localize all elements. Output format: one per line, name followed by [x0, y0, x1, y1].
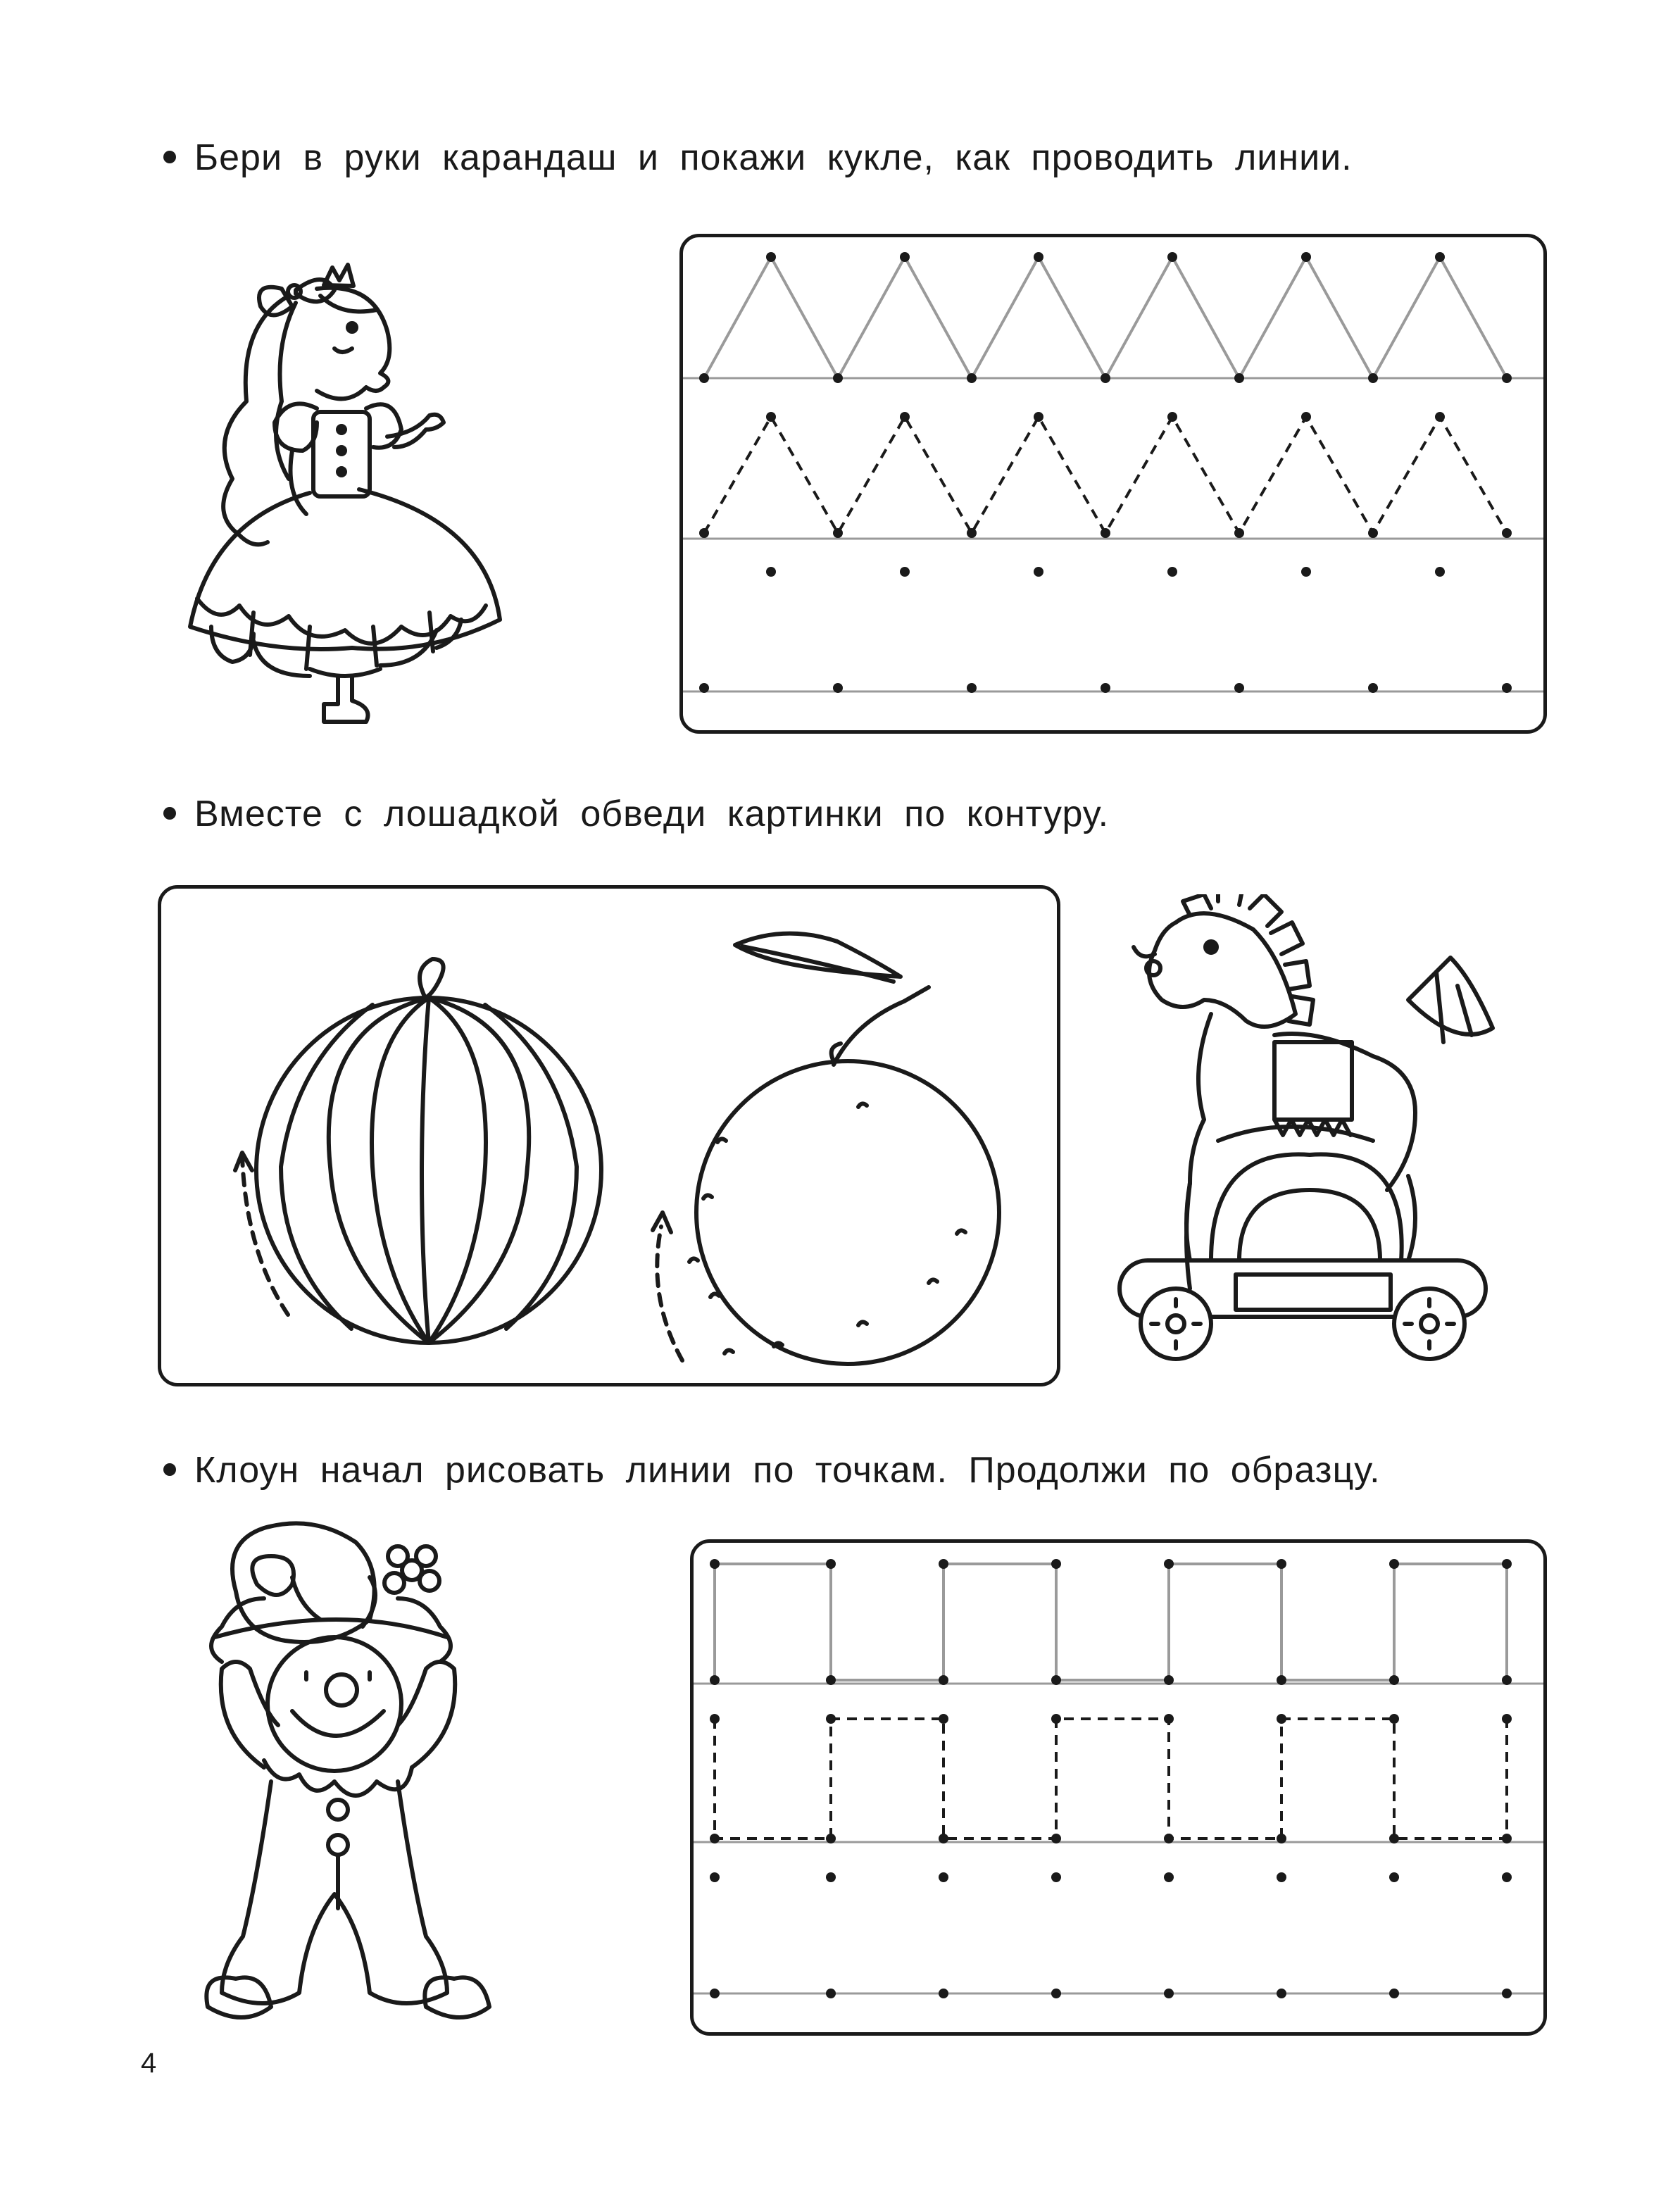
- trace-dot: [939, 1834, 948, 1843]
- trace-dot: [1389, 1559, 1399, 1569]
- bullet-icon: [163, 151, 176, 163]
- trace-dot: [1234, 683, 1244, 693]
- trace-dot: [1051, 1872, 1061, 1882]
- trace-dot: [939, 1714, 948, 1724]
- meander-dashed-guide: [715, 1719, 1507, 1839]
- instruction-horse: Вместе с лошадкой обведи картинки по контуру.: [163, 796, 1109, 832]
- instruction-doll: Бери в руки карандаш и покажи кукле, как проводить линии.: [163, 139, 1353, 176]
- bullet-icon: [163, 807, 176, 820]
- zigzag-tracing-panel: [679, 234, 1547, 734]
- trace-dot: [1234, 528, 1244, 538]
- trace-dot: [826, 1559, 836, 1569]
- trace-dot: [1277, 1989, 1286, 1998]
- trace-dot: [1301, 567, 1311, 577]
- trace-dot: [1435, 412, 1445, 422]
- trace-dot: [1502, 1559, 1512, 1569]
- trace-dot: [1502, 1834, 1512, 1843]
- trace-dot: [833, 373, 843, 383]
- trace-dot: [710, 1714, 720, 1724]
- trace-dot: [1277, 1559, 1286, 1569]
- trace-dot: [1051, 1559, 1061, 1569]
- trace-dot: [833, 683, 843, 693]
- trace-dot: [939, 1675, 948, 1685]
- trace-dot: [967, 373, 977, 383]
- trace-dot: [699, 528, 709, 538]
- zigzag-sample-line: [704, 257, 1507, 378]
- meander-tracing-panel: [690, 1539, 1547, 2036]
- trace-dot: [967, 683, 977, 693]
- trace-dot: [826, 1714, 836, 1724]
- trace-dot: [1502, 1675, 1512, 1685]
- contour-tracing-panel: [158, 885, 1060, 1386]
- trace-dot: [1164, 1834, 1174, 1843]
- trace-dot: [1389, 1714, 1399, 1724]
- trace-dot: [1435, 252, 1445, 262]
- trace-dot: [1034, 567, 1043, 577]
- trace-dot: [766, 412, 776, 422]
- trace-dot: [1034, 252, 1043, 262]
- trace-dot: [766, 567, 776, 577]
- trace-dot: [1051, 1675, 1061, 1685]
- trace-dot: [1277, 1834, 1286, 1843]
- clown-icon: [194, 1514, 532, 2049]
- trace-dot: [1051, 1834, 1061, 1843]
- instruction-clown: Клоун начал рисовать линии по точкам. Продолжи по образцу.: [163, 1452, 1381, 1489]
- trace-dot: [900, 252, 910, 262]
- trace-dot: [710, 1872, 720, 1882]
- trace-dot: [1389, 1872, 1399, 1882]
- trace-dot: [1051, 1714, 1061, 1724]
- trace-dot: [1368, 373, 1378, 383]
- trace-dot: [833, 528, 843, 538]
- trace-dot: [1101, 683, 1110, 693]
- bullet-icon: [163, 1463, 176, 1476]
- trace-dot: [1389, 1834, 1399, 1843]
- watermelon-icon[interactable]: [218, 927, 612, 1364]
- zigzag-dashed-guide: [704, 417, 1507, 533]
- meander-tracing-grid[interactable]: [694, 1543, 1543, 2032]
- trace-dot: [939, 1559, 948, 1569]
- trace-dot: [1502, 1872, 1512, 1882]
- trace-dot: [1051, 1989, 1061, 1998]
- trace-dot: [1167, 412, 1177, 422]
- trace-dot: [826, 1872, 836, 1882]
- trace-dot: [1277, 1872, 1286, 1882]
- trace-dot: [1164, 1989, 1174, 1998]
- trace-dot: [939, 1989, 948, 1998]
- trace-dot: [1164, 1714, 1174, 1724]
- trace-dot: [967, 528, 977, 538]
- doll-icon: [176, 246, 514, 732]
- trace-dot: [826, 1989, 836, 1998]
- trace-dot: [1301, 252, 1311, 262]
- trace-dot: [826, 1675, 836, 1685]
- trace-dot: [710, 1834, 720, 1843]
- page-number: 4: [141, 2048, 157, 2079]
- trace-dot: [1164, 1872, 1174, 1882]
- trace-dot: [1167, 567, 1177, 577]
- trace-dot: [1301, 412, 1311, 422]
- rocking-horse-icon: [1105, 894, 1500, 1380]
- trace-dot: [710, 1675, 720, 1685]
- trace-dot: [766, 252, 776, 262]
- trace-dot: [710, 1989, 720, 1998]
- zigzag-tracing-grid[interactable]: [683, 237, 1543, 730]
- trace-dot: [1164, 1675, 1174, 1685]
- trace-dot: [699, 683, 709, 693]
- trace-dot: [1368, 528, 1378, 538]
- trace-dot: [1277, 1714, 1286, 1724]
- trace-dot: [1389, 1675, 1399, 1685]
- trace-dot: [1277, 1675, 1286, 1685]
- trace-dot: [710, 1559, 720, 1569]
- trace-dot: [900, 567, 910, 577]
- trace-dot: [1389, 1989, 1399, 1998]
- trace-dot: [1502, 1714, 1512, 1724]
- trace-dot: [1164, 1559, 1174, 1569]
- trace-dot: [1502, 373, 1512, 383]
- trace-dot: [699, 373, 709, 383]
- trace-dot: [1502, 1989, 1512, 1998]
- trace-dot: [1167, 252, 1177, 262]
- trace-dot: [1502, 683, 1512, 693]
- trace-dot: [1435, 567, 1445, 577]
- meander-sample-line: [715, 1564, 1507, 1680]
- trace-dot: [1368, 683, 1378, 693]
- trace-dot: [939, 1872, 948, 1882]
- trace-dot: [1034, 412, 1043, 422]
- trace-dot: [900, 412, 910, 422]
- trace-dot: [1101, 373, 1110, 383]
- trace-dot: [826, 1834, 836, 1843]
- trace-dot: [1101, 528, 1110, 538]
- orange-icon[interactable]: [647, 931, 1041, 1367]
- trace-dot: [1234, 373, 1244, 383]
- trace-dot: [1502, 528, 1512, 538]
